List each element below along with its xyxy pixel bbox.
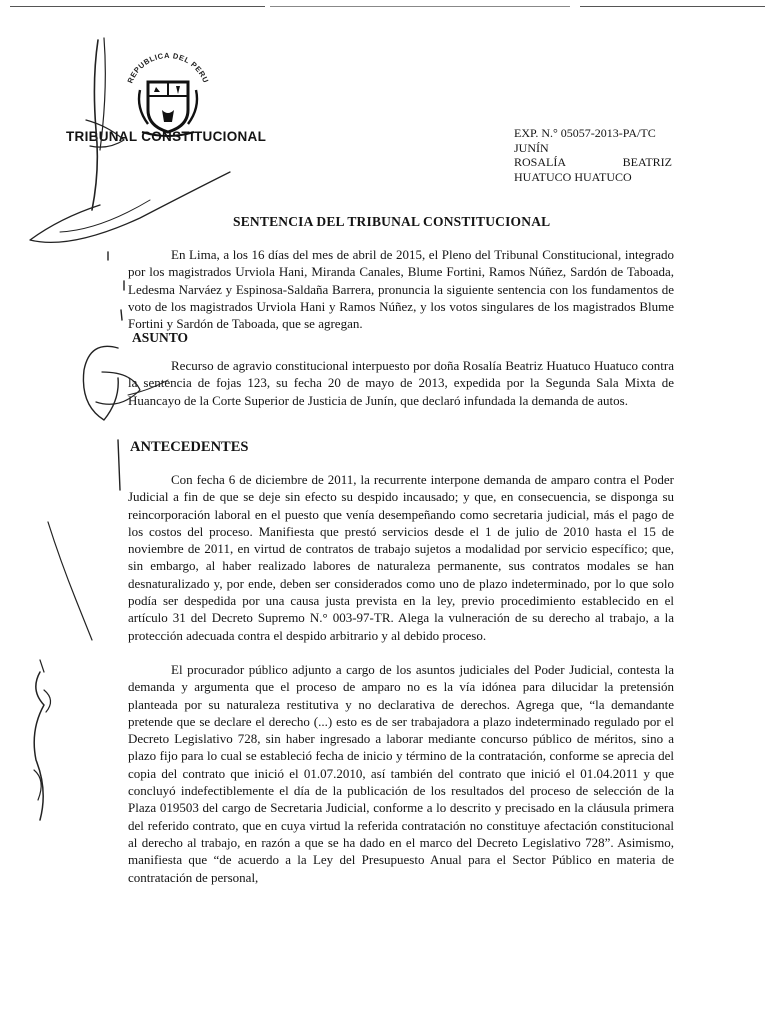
party-surnames: HUATUCO HUATUCO <box>514 169 632 184</box>
antecedentes-text-2: El procurador público adjunto a cargo de los asuntos judiciales del Poder Judicial, contesta la demanda y argumenta que el proceso de amparo no es la vía idónea para dilucidar la pretensión planteada por su naturaleza restitutiva y no declarativa de derechos. Agrega que, “la demandante pretende que se declare el derecho (...) esto es de ser trabajadora a plazo indeterminado regulado por el Decreto Legislativo 728, sin haber ingresado a laborar mediante concurso público de méritos, sino a plazo fijo para lo cual se estableció fecha de inicio y término de la contratación, conforme se aprecia del copia del contrato que inició el 01.07.2010, así también del contrato que inició el 01.04.2011 y que concluyó indefectiblemente el día de la publicación de los resultados del proceso de selección de la Plaza 019503 del cargo de Secretaria Judicial, conforme a lo descrito y precisado en la cláusula primera del referido contrato, que en cuya virtud la referida contratación no constituye afectación constitucional al derecho al trabajo, en razón a que se ha dado en el marco del Decreto Legislativo 728”. Asimismo, manifiesta que “de acuerdo a la Ley del Presupuesto Anual para el Sector Público en materia de contratación de personal, <box>128 662 674 885</box>
antecedentes-paragraph-1 <box>128 471 674 644</box>
case-number: EXP. N.° 05057-2013-PA/TC <box>514 126 656 140</box>
top-rule-right <box>580 6 765 7</box>
asunto-heading: ASUNTO <box>132 330 189 345</box>
antecedentes-paragraph-2 <box>128 661 674 886</box>
antecedentes-text-1: Con fecha 6 de diciembre de 2011, la recurrente interpone demanda de amparo contra el Poder Judicial a fin de que se deje sin efecto su despido incausado; y que, en consecuencia, se disponga su reincorporación laboral en el puesto que venía desempeñando como secretaria judicial, más el pago de los costos del proceso. Manifiesta que prestó servicios desde el 1 de julio de 2010 hasta el 15 de noviembre de 2011, en virtud de contratos de trabajo sujetos a modalidad por servicio específico; que, sin embargo, al haber realizado labores de naturaleza permanente, sus contratos modales se han desnaturalizado y, por ende, deben ser considerados como uno de plazo indeterminado, por lo que solo podía ser despedida por una causa justa prevista en la ley, previo procedimiento establecido en el artículo 31 del Decreto Supremo N.° 003-97-TR. Alega la vulneración de su derecho al trabajo, a la protección adecuada contra el despido arbitrario y al debido proceso. <box>128 472 674 643</box>
intro-paragraph <box>128 246 674 332</box>
document-title: SENTENCIA DEL TRIBUNAL CONSTITUCIONAL <box>233 214 551 229</box>
signature-lower-left <box>34 660 51 820</box>
asunto-text: Recurso de agravio constitucional interpuesto por doña Rosalía Beatriz Huatuco Huatuco contra la sentencia de fojas 123, su fecha 20 de mayo de 2013, expedida por la Segunda Sala Mixta de Huancayo de la Corte Superior de Justicia de Junín, que declaró infundada la demanda de autos. <box>128 358 674 408</box>
party-middle-name: BEATRIZ <box>622 155 672 169</box>
asunto-paragraph <box>128 357 674 409</box>
top-rule-left <box>10 6 265 7</box>
case-party-first-line <box>514 155 672 170</box>
antecedentes-heading: ANTECEDENTES <box>130 439 249 455</box>
top-rule-middle <box>270 6 570 7</box>
margin-strokes <box>48 252 124 640</box>
party-first-name: ROSALÍA <box>514 155 567 169</box>
case-region: JUNÍN <box>514 140 549 155</box>
case-file-block <box>514 126 672 184</box>
tribunal-name: TRIBUNAL CONSTITUCIONAL <box>66 129 267 144</box>
peru-coat-of-arms-seal <box>118 52 218 138</box>
intro-text: En Lima, a los 16 días del mes de abril de 2015, el Pleno del Tribunal Constitucional, integrado por los magistrados Urviola Hani, Miranda Canales, Blume Fortini, Ramos Núñez, Sardón de Taboada, Ledesma Narváez y Espinosa-Saldaña Barrera, pronuncia la siguiente sentencia con los fundamentos de voto de los magistrados Urviola Hani y Ramos Núñez, y los votos singulares de los magistrados Blume Fortini y Sardón de Taboada, que se agregan. <box>128 247 674 332</box>
seal-text: REPUBLICA DEL PERU <box>125 52 211 85</box>
svg-text:REPUBLICA DEL PERU <box>125 52 210 85</box>
